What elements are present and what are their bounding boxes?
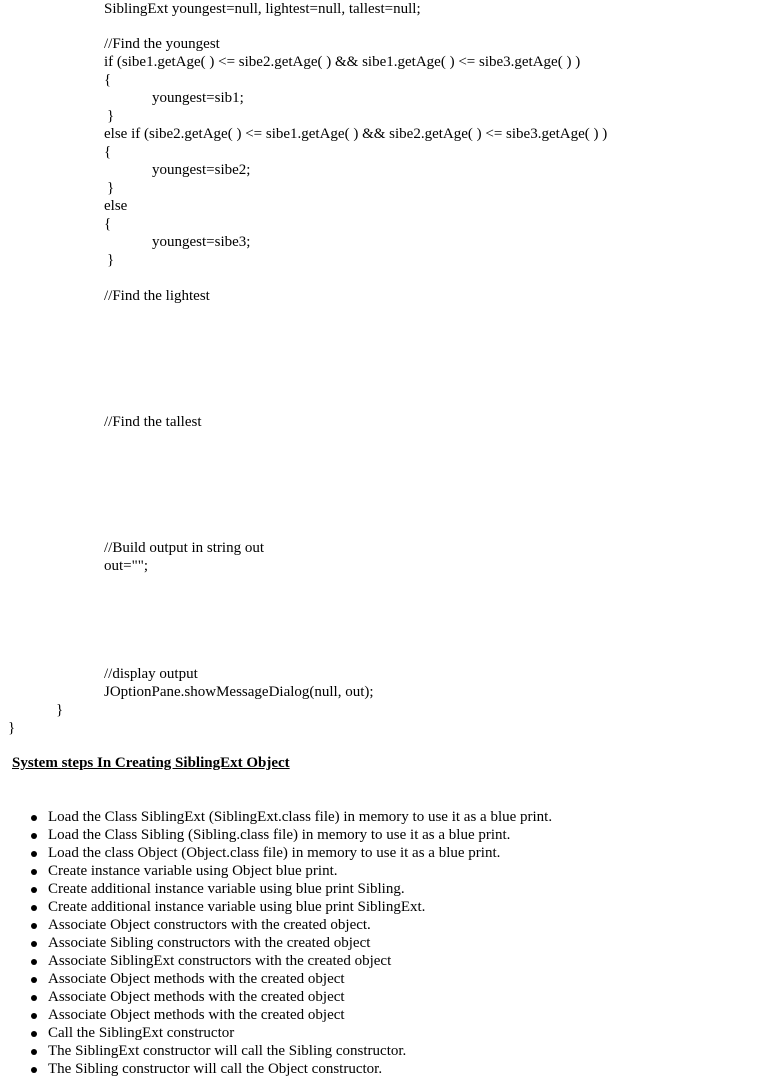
step-text: Load the Class Sibling (Sibling.class file) in memory to use it as a blue print. [48, 827, 511, 843]
list-item [48, 1006, 552, 1024]
steps-list [0, 808, 552, 1078]
bullet-icon [31, 1049, 37, 1055]
step-text: Associate Object constructors with the created object. [48, 917, 371, 933]
step-text: Associate Sibling constructors with the created object [48, 935, 371, 951]
code-open-brace: { [104, 216, 112, 232]
code-out-init: out=""; [104, 558, 149, 574]
bullet-icon [31, 905, 37, 911]
code-assign-sib1: youngest=sib1; [152, 90, 244, 106]
list-item [48, 862, 552, 880]
step-text: Load the class Object (Object.class file) in memory to use it as a blue print. [48, 845, 501, 861]
code-close-brace: } [107, 252, 115, 268]
bullet-icon [31, 869, 37, 875]
step-text: Load the Class SiblingExt (SiblingExt.class file) in memory to use it as a blue print. [48, 809, 553, 825]
step-text: Associate Object methods with the created object [48, 989, 345, 1005]
step-text: Associate Object methods with the created object [48, 971, 345, 987]
code-assign-sibe3: youngest=sibe3; [152, 234, 251, 250]
bullet-icon [31, 887, 37, 893]
list-item [48, 988, 552, 1006]
step-text: The SiblingExt constructor will call the Sibling constructor. [48, 1043, 407, 1059]
code-open-brace: { [104, 72, 112, 88]
bullet-icon [31, 1031, 37, 1037]
code-method-close-brace: } [56, 702, 64, 718]
step-text: Create additional instance variable using blue print Sibling. [48, 881, 405, 897]
code-comment-display: //display output [104, 666, 198, 682]
code-comment-youngest: //Find the youngest [104, 36, 220, 52]
step-text: Create instance variable using Object blue print. [48, 863, 338, 879]
code-show-dialog: JOptionPane.showMessageDialog(null, out); [104, 684, 374, 700]
code-declaration: SiblingExt youngest=null, lightest=null, tallest=null; [104, 1, 421, 17]
code-comment-output: //Build output in string out [104, 540, 265, 556]
list-item [48, 934, 552, 952]
list-item [48, 952, 552, 970]
bullet-icon [31, 815, 37, 821]
bullet-icon [31, 995, 37, 1001]
code-close-brace: } [107, 108, 115, 124]
bullet-icon [31, 923, 37, 929]
bullet-icon [31, 1013, 37, 1019]
list-item [48, 1024, 552, 1042]
code-class-close-brace: } [8, 720, 16, 736]
step-text: Create additional instance variable using blue print SiblingExt. [48, 899, 426, 915]
list-item [48, 916, 552, 934]
code-comment-lightest: //Find the lightest [104, 288, 210, 304]
bullet-icon [31, 851, 37, 857]
step-text: Associate Object methods with the created object [48, 1007, 345, 1023]
list-item [48, 826, 552, 844]
code-else-line: else [104, 198, 128, 214]
step-text: The Sibling constructor will call the Object constructor. [48, 1061, 383, 1077]
list-item [48, 1042, 552, 1060]
bullet-icon [31, 977, 37, 983]
code-if-line: if (sibe1.getAge( ) <= sibe2.getAge( ) && sibe1.getAge( ) <= sibe3.getAge( ) ) [104, 54, 581, 70]
list-item [48, 898, 552, 916]
list-item [48, 808, 552, 826]
bullet-icon [31, 941, 37, 947]
section-heading: System steps In Creating SiblingExt Object [12, 755, 290, 771]
bullet-icon [31, 833, 37, 839]
code-assign-sibe2: youngest=sibe2; [152, 162, 251, 178]
bullet-icon [31, 1067, 37, 1073]
list-item [48, 1060, 552, 1078]
step-text: Associate SiblingExt constructors with the created object [48, 953, 392, 969]
bullet-icon [31, 959, 37, 965]
list-item [48, 844, 552, 862]
code-comment-tallest: //Find the tallest [104, 414, 202, 430]
step-text: Call the SiblingExt constructor [48, 1025, 235, 1041]
code-close-brace: } [107, 180, 115, 196]
list-item [48, 880, 552, 898]
code-else-if-line: else if (sibe2.getAge( ) <= sibe1.getAge( ) && sibe2.getAge( ) <= sibe3.getAge( ) ) [104, 126, 608, 142]
list-item [48, 970, 552, 988]
code-open-brace: { [104, 144, 112, 160]
